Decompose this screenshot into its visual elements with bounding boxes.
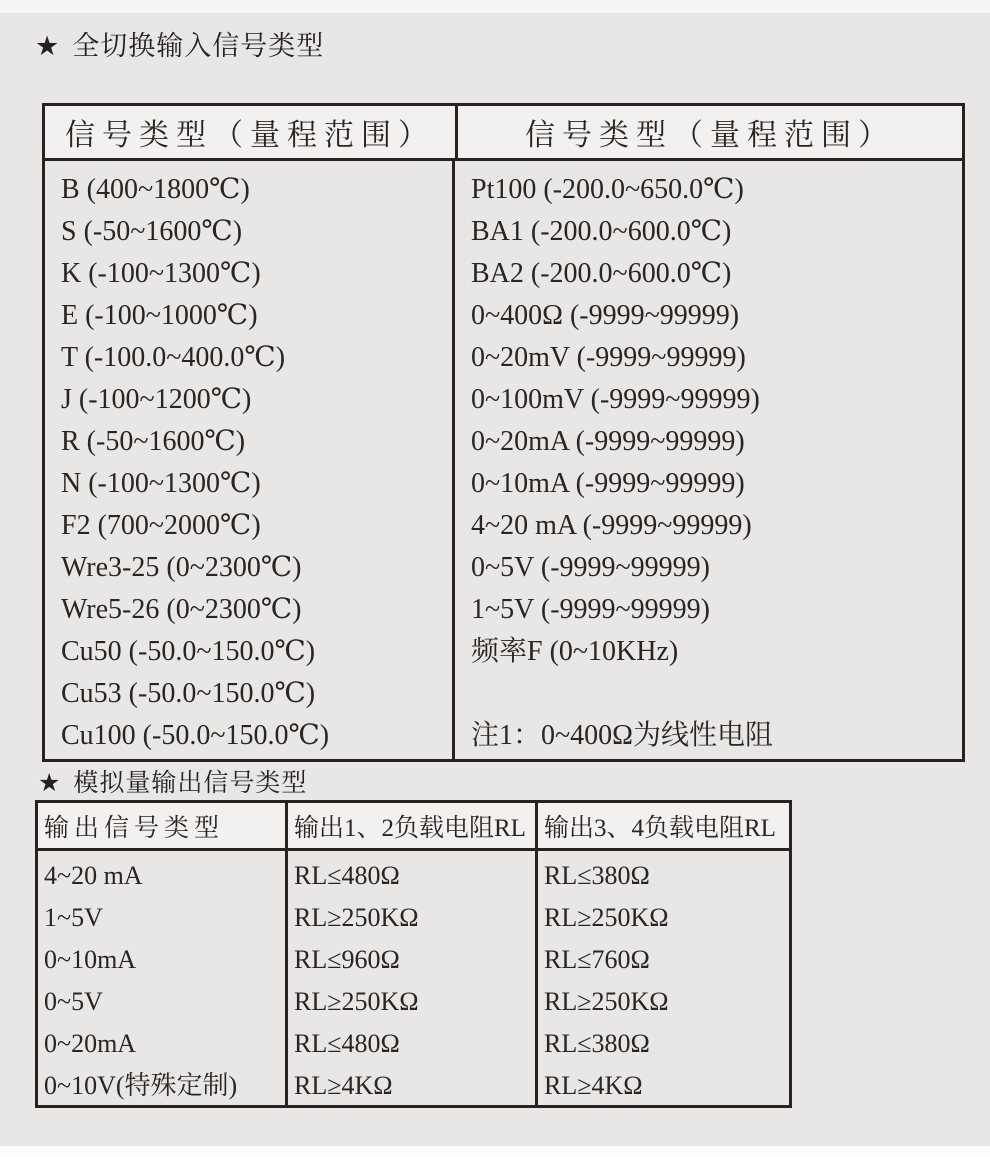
signal-row: 0~5V (-9999~99999) bbox=[471, 552, 710, 583]
input-table-right-column bbox=[455, 161, 962, 759]
signal-row: 0~20mA (-9999~99999) bbox=[471, 426, 745, 457]
input-table-body bbox=[45, 161, 962, 759]
signal-row: 4~20 mA (-9999~99999) bbox=[471, 510, 752, 541]
section1-title: 全切换输入信号类型 bbox=[72, 31, 325, 62]
output-signal-table bbox=[35, 800, 792, 1108]
signal-row: K (-100~1300℃) bbox=[61, 258, 261, 289]
input-table-header-right: 信号类型（量程范围） bbox=[525, 119, 895, 152]
signal-row: Cu50 (-50.0~150.0℃) bbox=[61, 636, 316, 667]
signal-row: R (-50~1600℃) bbox=[61, 426, 246, 457]
signal-row: Wre5-26 (0~2300℃) bbox=[61, 594, 302, 625]
signal-row: 0~100mV (-9999~99999) bbox=[471, 384, 760, 415]
signal-row: 1~5V (-9999~99999) bbox=[471, 594, 710, 625]
signal-row: BA1 (-200.0~600.0℃) bbox=[471, 216, 732, 247]
load-resistance-cell: RL≥250KΩ bbox=[544, 903, 669, 932]
section2-heading bbox=[38, 763, 307, 799]
load-resistance-cell: RL≥250KΩ bbox=[544, 987, 669, 1016]
page-bottom-margin bbox=[0, 1146, 990, 1157]
signal-row: Cu100 (-50.0~150.0℃) bbox=[61, 720, 330, 751]
output-table-header-type: 输出信号类型 bbox=[38, 803, 288, 848]
output-table-header-rl34: 输出3、4负载电阻RL bbox=[544, 814, 776, 842]
load-resistance-cell: RL≥250KΩ bbox=[294, 903, 419, 932]
blank-row bbox=[471, 673, 962, 715]
output-type-cell: 0~20mA bbox=[44, 1029, 137, 1058]
signal-row: 0~400Ω (-9999~99999) bbox=[471, 300, 740, 331]
load-resistance-cell: RL≤480Ω bbox=[294, 1029, 400, 1058]
input-table-left-column bbox=[45, 161, 455, 759]
output-table-header-row bbox=[38, 803, 789, 851]
input-table-header-row bbox=[45, 106, 962, 161]
signal-row: B (400~1800℃) bbox=[61, 174, 250, 205]
section2-title: 模拟量输出信号类型 bbox=[73, 768, 308, 797]
load-resistance-cell: RL≤380Ω bbox=[544, 1029, 650, 1058]
signal-row: 0~20mV (-9999~99999) bbox=[471, 342, 746, 373]
load-resistance-cell: RL≤480Ω bbox=[294, 861, 400, 890]
load-resistance-cell: RL≥250KΩ bbox=[294, 987, 419, 1016]
signal-row: S (-50~1600℃) bbox=[61, 216, 243, 247]
load-resistance-cell: RL≥4KΩ bbox=[544, 1071, 643, 1100]
signal-row: Cu53 (-50.0~150.0℃) bbox=[61, 678, 316, 709]
star-icon: ★ bbox=[38, 768, 62, 797]
load-resistance-34-column bbox=[538, 851, 789, 1105]
signal-row: BA2 (-200.0~600.0℃) bbox=[471, 258, 732, 289]
signal-row: Pt100 (-200.0~650.0℃) bbox=[471, 174, 744, 205]
signal-row: 频率F (0~10KHz) bbox=[471, 636, 679, 667]
input-table-header-left: 信号类型（量程范围） bbox=[45, 106, 458, 158]
output-type-column bbox=[38, 851, 288, 1105]
load-resistance-cell: RL≤380Ω bbox=[544, 861, 650, 890]
signal-row: 0~10mA (-9999~99999) bbox=[471, 468, 745, 499]
output-table-body bbox=[38, 851, 789, 1105]
signal-row: T (-100.0~400.0℃) bbox=[61, 342, 286, 373]
output-type-cell: 1~5V bbox=[44, 903, 103, 932]
load-resistance-cell: RL≤960Ω bbox=[294, 945, 400, 974]
output-type-cell: 4~20 mA bbox=[44, 861, 143, 890]
signal-row: F2 (700~2000℃) bbox=[61, 510, 261, 541]
load-resistance-cell: RL≥4KΩ bbox=[294, 1071, 393, 1100]
signal-row: N (-100~1300℃) bbox=[61, 468, 261, 499]
load-resistance-cell: RL≤760Ω bbox=[544, 945, 650, 974]
output-type-cell: 0~5V bbox=[44, 987, 103, 1016]
section1-heading bbox=[35, 24, 324, 63]
signal-row: J (-100~1200℃) bbox=[61, 384, 252, 415]
load-resistance-12-column bbox=[288, 851, 538, 1105]
output-type-cell: 0~10V(特殊定制) bbox=[44, 1071, 238, 1100]
star-icon: ★ bbox=[35, 31, 61, 62]
input-signal-table bbox=[42, 103, 965, 762]
output-type-cell: 0~10mA bbox=[44, 945, 137, 974]
signal-row: E (-100~1000℃) bbox=[61, 300, 258, 331]
output-table-header-rl12: 输出1、2负载电阻RL bbox=[288, 803, 538, 848]
signal-row: Wre3-25 (0~2300℃) bbox=[61, 552, 302, 583]
page-top-margin bbox=[0, 0, 990, 13]
table-note: 注1：0~400Ω为线性电阻 bbox=[471, 720, 773, 751]
